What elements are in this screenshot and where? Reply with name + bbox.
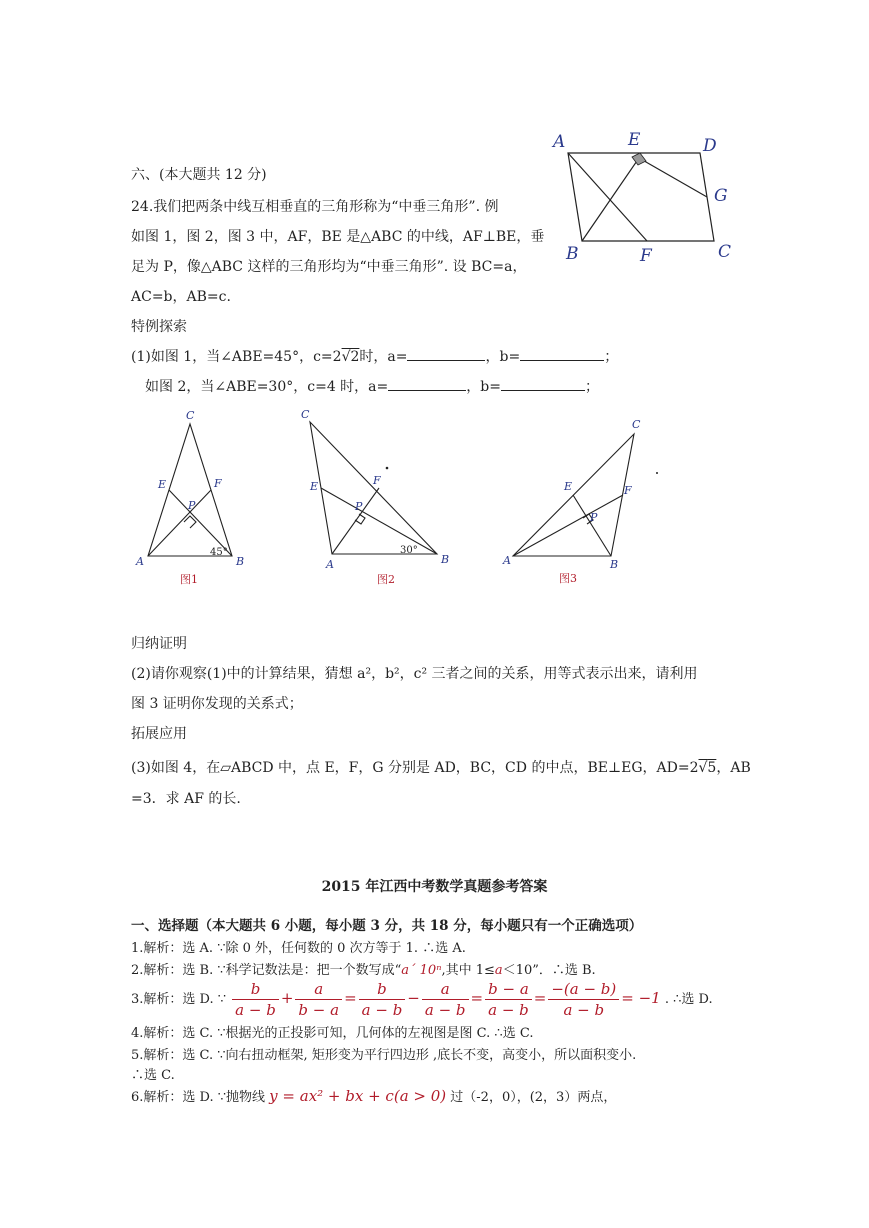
answer-blank-b2[interactable] [501,378,585,391]
fig3-label-c: C [632,418,641,431]
part2-line-1: (2)请你观察(1)中的计算结果，猜想 a²，b²，c² 三者之间的关系，用等式表示出来，请利用 [131,666,698,682]
answer-1: 1.解析：选 A. ∵除 0 外，任何数的 0 次方等于 1. ∴选 A. [131,941,466,956]
fig1-label-b: B [236,555,245,568]
q24-line-1: 24.我们把两条中线互相垂直的三角形称为“中垂三角形”. 例 [131,199,499,215]
answer-5-line-1: 5.解析：选 C. ∵向右扭动框架, 矩形变为平行四边形 ,底长不变，高变小，所以面积变小. [131,1048,637,1063]
a3-frac5-num: b − a [485,979,532,1000]
a3-tail: = −1 [621,989,661,1007]
fig3-label-a: A [503,554,511,567]
fig4-label-g: G [714,186,728,206]
a3-frac3-num: b [359,979,406,1000]
answer-6-text-b: 过（-2，0），(2，3）两点， [450,1090,617,1105]
fig1-label-c: C [186,409,195,422]
answer-2-text-a: 2.解析：选 B. ∵科学记数法是：把一个数写成“ [131,963,402,978]
fig3-label-p: P [590,511,598,524]
fig4-label-f: F [640,246,652,265]
parallelogram-figure [548,125,738,265]
a3-frac1-num: b [232,979,279,1000]
part3-line1-root: √5 [698,760,717,776]
fig2-label-f: F [373,474,381,487]
part3-line1-text-a: (3)如图 4，在▱ABCD 中，点 E，F，G 分别是 AD，BC，CD 的中点，BE⊥EG，AD=2 [131,760,699,776]
answer-blank-a2[interactable] [388,378,466,391]
answer-blank-b1[interactable] [520,348,604,361]
answer-blank-a1[interactable] [407,348,485,361]
part1-line1-root: √2 [341,349,360,365]
section-title: 六、(本大题共 12 分) [131,167,267,183]
answer-5-line-2: ∴选 C. [131,1068,175,1083]
a3-frac2-den: b − a [298,1000,340,1019]
extend-heading: 拓展应用 [131,726,187,742]
answer-4: 4.解析：选 C. ∵根据光的正投影可知，几何体的左视图是图 C. ∴选 C. [131,1026,534,1041]
fig2-label-b: B [441,553,450,566]
fig2-label-a: A [326,558,334,571]
part1-line1-text-d: ； [604,349,619,365]
part1-line1-root-value: 2 [350,349,360,365]
part1-line2-text-b: ，b= [466,379,501,395]
fig1-angle-label: 45° [210,547,228,558]
fig1-caption: 图1 [180,573,198,586]
fig3-label-e: E [564,480,573,493]
part1-line1-text-b: 时，a= [359,349,408,365]
fig1-label-e: E [158,478,167,491]
answer-2-var: a [494,963,503,978]
fig2-label-e: E [310,480,319,493]
answer-3-end: . ∴选 D. [664,992,713,1007]
fig4-label-a: A [553,132,566,152]
part1-line1-text-c: ，b= [485,349,521,365]
answer-2-text-c: ＜10”．∴选 B. [502,963,596,978]
q24-line-4: AC=b，AB=c. [131,289,231,305]
fig4-label-d: D [703,136,717,156]
answers-title: 2015 年江西中考数学真题参考答案 [321,879,548,895]
a3-frac3-den: a − b [361,1000,403,1019]
fig2-angle-label: 30° [400,545,418,556]
fig1-label-a: A [136,555,144,568]
part1-line1-text-a: (1)如图 1，当∠ABE=45°，c=2 [131,349,342,365]
answer-3-text-a: 3.解析：选 D. ∵ [131,992,227,1007]
answer-3: 3.解析：选 D. ∵ $\frac{b}{a - b}$ + $\frac{a}{b - a}$ = $\frac{b}{a - b}$ − $\frac{a}{a - b}$ = $\frac{b - a}{a - b}$ = $\frac{-(a - b)}{a - b}$ = −1 . ∴选 D. [131,979,713,1019]
fig1-label-p: P [188,499,196,512]
a3-frac5-den: a − b [488,1000,529,1019]
fig3-label-b: B [610,558,619,571]
answer-2-expr: a´ 10ⁿ [401,963,442,978]
part1-line2-text-c: ； [584,379,599,395]
part1-line-1 [131,346,618,366]
part3-line-1 [131,757,751,777]
a3-frac4-num: a [422,979,469,1000]
a3-frac6-den: a − b [563,1000,605,1019]
a3-frac6-num: −(a − b) [548,979,619,1000]
figure-2 [295,402,465,588]
a3-frac1-den: a − b [235,1000,276,1019]
answer-2-text-b: ,其中 1≤ [441,963,495,978]
q24-line-2: 如图 1，图 2，图 3 中，AF，BE 是△ABC 的中线，AF⊥BE，垂 [131,229,545,245]
part3-line1-root-value: 5 [707,760,717,776]
a3-frac2-num: a [295,979,342,1000]
answer-6 [131,1086,616,1105]
a3-frac4-den: a − b [424,1000,466,1019]
fig1-label-f: F [214,477,222,490]
answers-section-1: 一、选择题（本大题共 6 小题，每小题 3 分，共 18 分，每小题只有一个正确选项） [131,918,643,934]
figure-1 [130,408,255,588]
fig4-label-b: B [566,244,579,264]
part3-line-2: =3．求 AF 的长. [131,791,241,807]
induction-heading: 归纳证明 [131,636,187,652]
part1-line-2 [145,376,599,396]
part1-line2-text-a: 如图 2，当∠ABE=30°，c=4 时，a= [145,379,389,395]
fig4-label-c: C [718,242,732,262]
fig3-caption: 图3 [559,572,577,585]
answer-6-expr: y = ax² + bx + c(a > 0) [269,1087,447,1105]
fig2-label-p: P [355,500,363,513]
answer-6-text-a: 6.解析：选 D. ∵抛物线 [131,1090,266,1105]
fig4-label-e: E [628,130,641,150]
figure-3 [497,410,672,588]
part2-line-2: 图 3 证明你发现的关系式； [131,696,303,712]
part3-line1-text-b: ，AB [716,760,751,776]
fig3-label-f: F [624,484,632,497]
special-heading: 特例探索 [131,319,187,335]
q24-line-3: 足为 P，像△ABC 这样的三角形均为“中垂三角形”. 设 BC=a， [131,259,527,275]
fig2-label-c: C [301,408,310,421]
fig2-caption: 图2 [377,573,395,586]
